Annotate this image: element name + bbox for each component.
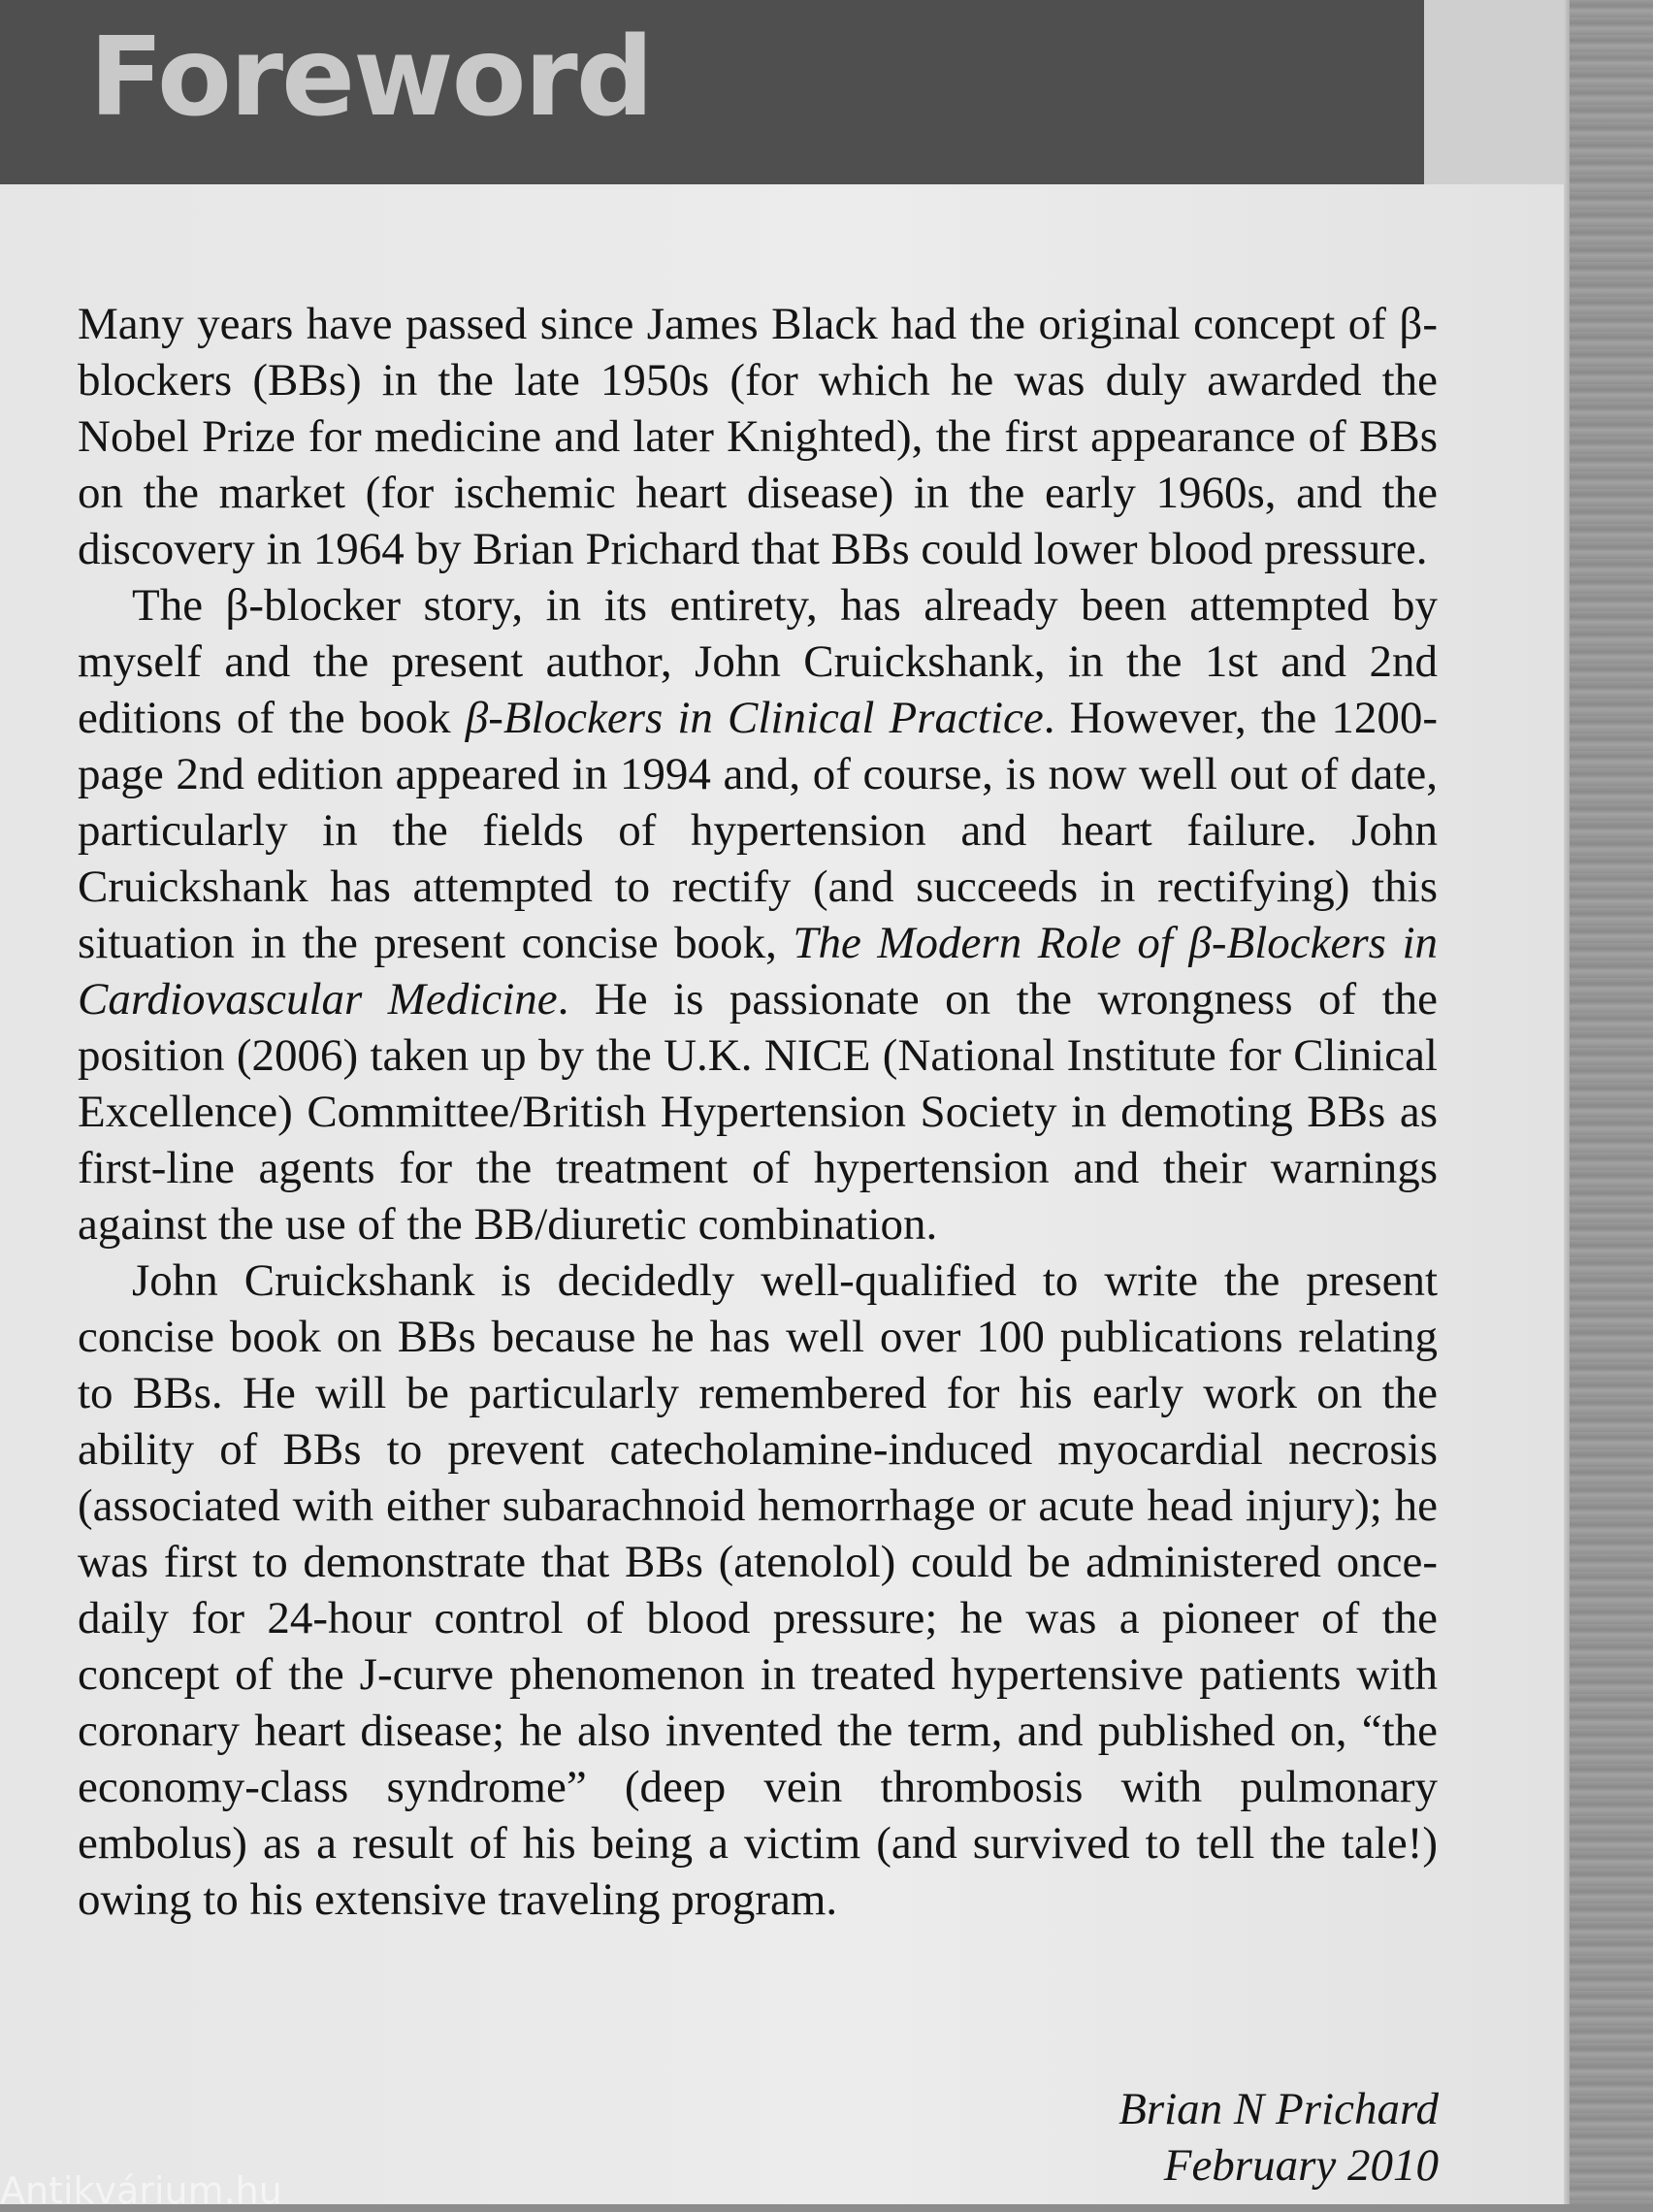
header-bar bbox=[0, 0, 1424, 184]
book-title-present: The Modern Role of β-Blockers in Cardiovascular Medicine bbox=[78, 918, 1438, 1025]
signature-name: Brian N Prichard bbox=[1118, 2084, 1439, 2134]
paragraph-2 bbox=[78, 577, 1438, 1252]
page-title: Foreword bbox=[89, 15, 652, 141]
watermark: Antikvárium.hu bbox=[0, 2169, 282, 2212]
paragraph-2-text-a: The β-blocker story, in its entirety, has already been attempted by myself and the present author, John Cruickshank, in the 1st and 2nd editions of the book bbox=[78, 580, 1438, 743]
paragraph-1: Many years have passed since James Black had the original concept of β-blockers (BBs) in the late 1950s (for which he was duly awarded the Nobel Prize for medicine and later Knighted), the first appearance of BBs on the market (for ischemic heart disease) in the early 1960s, and the discovery in 1964 by Brian Prichard that BBs could lower blood pressure. bbox=[78, 299, 1438, 574]
signature-block bbox=[1118, 2081, 1439, 2194]
paragraph-2-text-c: . He is passionate on the wrongness of the position (2006) taken up by the U.K. NICE (National Institute for Clinical Excellence) Committee/British Hypertension Society in demoting BBs as first-line agents for the treatment of hypertension and their warnings against the use of the BB/diuretic combination. bbox=[78, 974, 1438, 1250]
paragraph-2-text-b: . However, the 1200-page 2nd edition appeared in 1994 and, of course, is now well out of date, particularly in the fields of hypertension and heart failure. John Cruickshank has attempted to rectify (and succeeds in rectifying) this situation in the present concise book, bbox=[78, 693, 1438, 968]
header-tab bbox=[1424, 0, 1564, 184]
book-title-first: β-Blockers in Clinical Practice bbox=[465, 693, 1044, 743]
foreword-body bbox=[78, 296, 1438, 1928]
signature-date: February 2010 bbox=[1163, 2140, 1439, 2191]
book-spine bbox=[1570, 0, 1653, 2204]
paragraph-3: John Cruickshank is decidedly well-qualified to write the present concise book on BBs because he has well over 100 publications relating to BBs. He will be particularly remembered for his early work on the ability of BBs to prevent catecholamine-induced myocardial necrosis (associated with either subarachnoid hemorrhage or acute head injury); he was first to demonstrate that BBs (atenolol) could be administered once-daily for 24-hour control of blood pressure; he was a pioneer of the concept of the J-curve phenomenon in treated hypertensive patients with coronary heart disease; he also invented the term, and published on, “the economy-class syndrome” (deep vein thrombosis with pulmonary embolus) as a result of his being a victim (and survived to tell the tale!) owing to his extensive traveling program. bbox=[78, 1255, 1438, 1925]
